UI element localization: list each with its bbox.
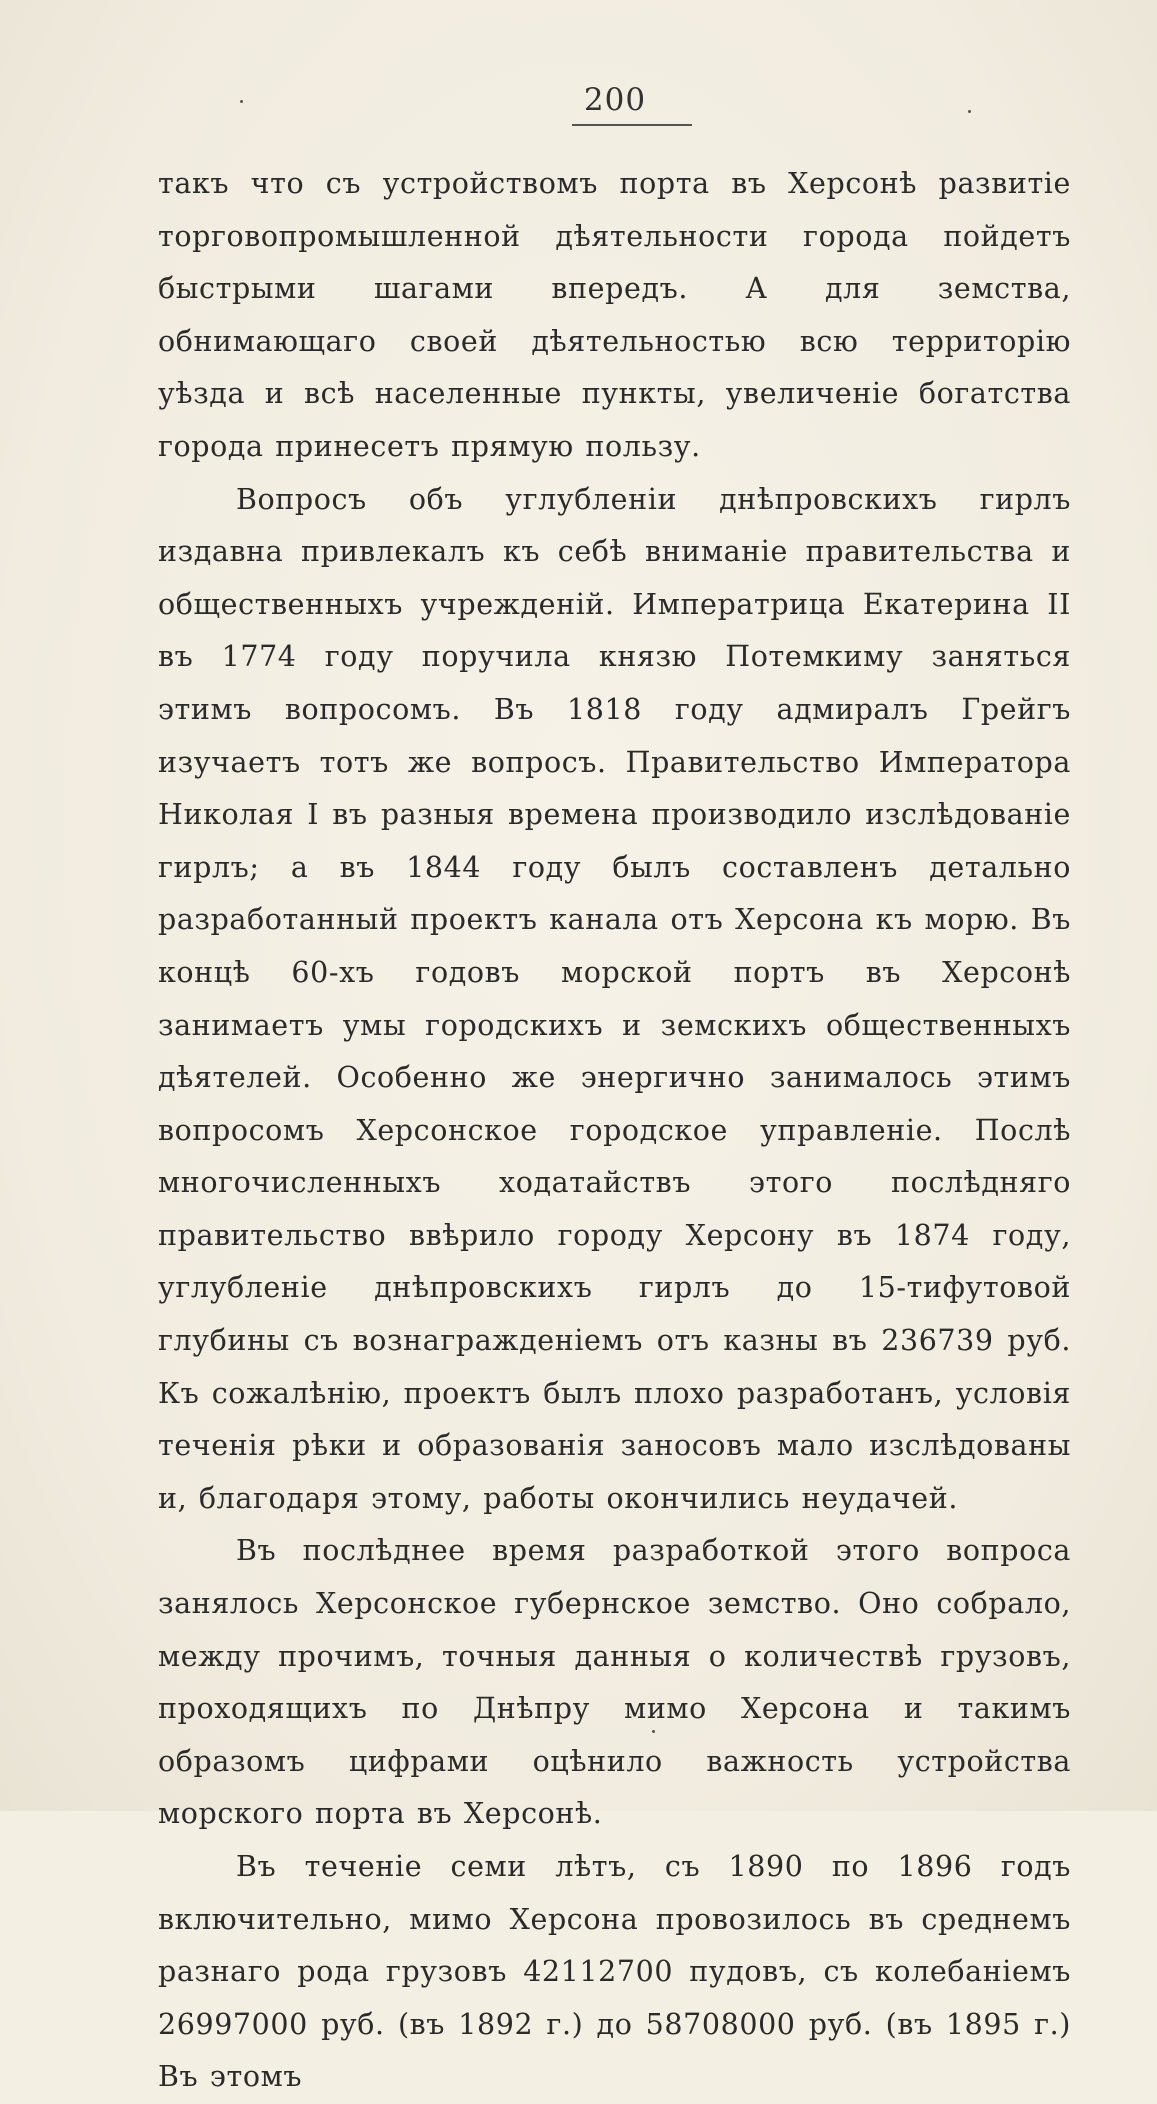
paragraph-cargo-statistics: Въ теченіе семи лѣтъ, съ 1890 по 1896 годъ включительно, мимо Херсона провозилось въ среднемъ разнаго рода грузовъ 42112700 пудовъ, съ колебаніемъ 26997000 руб. (въ 1892 г.) до 58708000 руб. (въ 1895 г.) Въ этомъ	[158, 1850, 1071, 2094]
page-number: 200	[583, 82, 647, 118]
body-text	[158, 158, 1071, 2104]
page-number-underline	[572, 124, 692, 126]
paper-speck	[240, 100, 243, 103]
paper-speck	[968, 110, 971, 113]
paragraph-continuation: такъ что съ устройствомъ порта въ Херсонѣ развитіе торговопромышленной дѣятельности города пойдетъ быстрыми шагами впередъ. А для земства, обнимающаго своей дѣятельностью всю территорію уѣзда и всѣ населенные пункты, увеличеніе богатства города принесетъ прямую пользу.	[158, 167, 1071, 463]
paragraph-zemstvo-research: Въ послѣднее время разработкой этого вопроса занялось Херсонское губернское земство. Оно собрало, между прочимъ, точныя данныя о количествѣ грузовъ, проходящихъ по Днѣпру мимо Херсона и такимъ образомъ цифрами оцѣнило важность устройства морского порта въ Херсонѣ.	[158, 1534, 1071, 1831]
paragraph-dnieper-estuaries: Вопросъ объ углубленіи днѣпровскихъ гирлъ издавна привлекалъ къ себѣ вниманіе правительства и общественныхъ учрежденій. Императрица Екатерина II въ 1774 году поручила князю Потемкиму заняться этимъ вопросомъ. Въ 1818 году адмиралъ Грейгъ изучаетъ тотъ же вопросъ. Правительство Императора Николая I въ разныя времена производило изслѣдованіе гирлъ; а въ 1844 году былъ составленъ детально разработанный проектъ канала отъ Херсона къ морю. Въ концѣ 60-хъ годовъ морской портъ въ Херсонѣ занимаетъ умы городскихъ и земскихъ общественныхъ дѣятелей. Особенно же энергично занималось этимъ вопросомъ Херсонское городское управленіе. Послѣ многочисленныхъ ходатайствъ этого послѣдняго правительство ввѣрило городу Херсону въ 1874 году, углубленіе днѣпровскихъ гирлъ до 15-тифутовой глубины съ вознагражденіемъ отъ казны въ 236739 руб. Къ сожалѣнію, проектъ былъ плохо разработанъ, условія теченія рѣки и образованія заносовъ мало изслѣдованы и, благодаря этому, работы окончились неудачей.	[158, 482, 1071, 1515]
paper-speck	[652, 1730, 655, 1733]
